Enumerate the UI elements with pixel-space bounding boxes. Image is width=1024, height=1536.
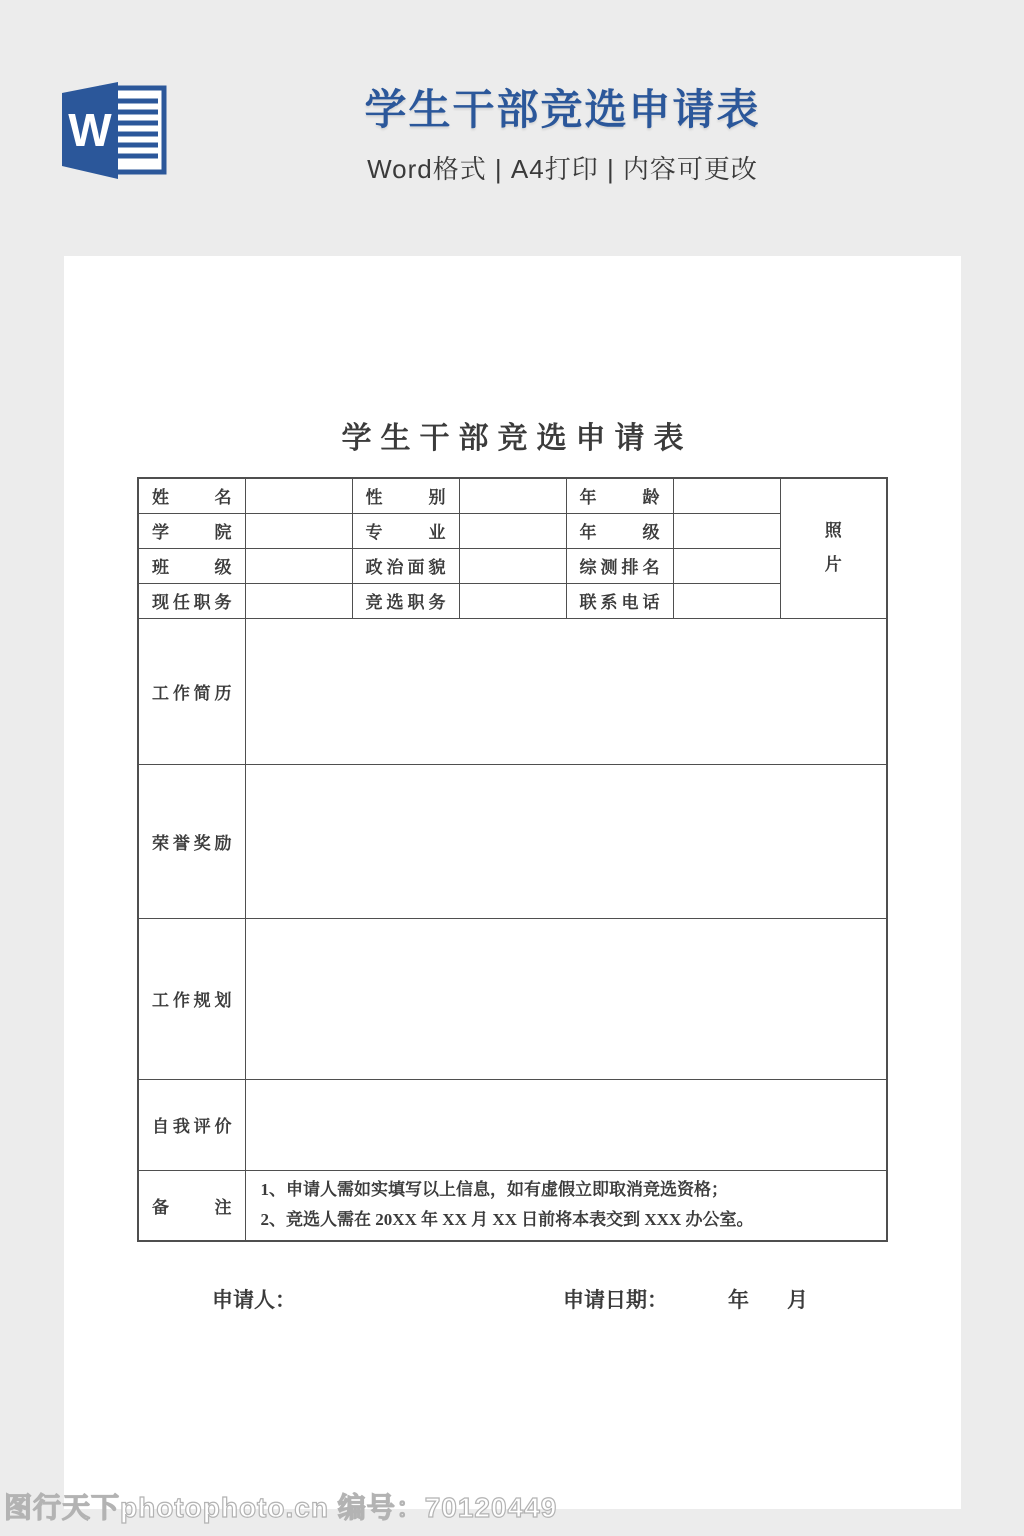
table-row: [138, 513, 887, 548]
header: [295, 86, 830, 186]
value-current-position: [245, 583, 352, 618]
remarks-line-1: 1、申请人需如实填写以上信息，如有虚假立即取消竞选资格；: [260, 1179, 728, 1199]
value-work-resume: [245, 618, 887, 764]
label-honors: 荣誉奖励: [138, 764, 245, 918]
table-row: [138, 548, 887, 583]
site-watermark: 图行天下photophoto.cn 编号：70120449: [4, 1492, 558, 1523]
label-class: 班级: [138, 548, 245, 583]
photo-label: 照片: [824, 521, 842, 575]
value-college: [245, 513, 352, 548]
word-icon-letter: W: [68, 104, 112, 156]
remarks-line-2: 2、竞选人需在 20XX 年 XX 月 XX 日前将本表交到 XXX 办公室。: [260, 1210, 754, 1230]
word-document-icon: [62, 80, 168, 182]
label-remarks: 备注: [138, 1170, 245, 1241]
month-label: 月: [787, 1288, 808, 1312]
value-age: [673, 478, 780, 513]
form-title: 学生干部竞选申请表: [341, 422, 693, 455]
value-ranking: [673, 548, 780, 583]
table-row: [138, 918, 887, 1079]
value-class: [245, 548, 352, 583]
value-gender: [459, 478, 566, 513]
label-work-resume: 工作简历: [138, 618, 245, 764]
table-row: [138, 618, 887, 764]
application-form-table: [137, 477, 888, 1242]
value-running-position: [459, 583, 566, 618]
year-label: 年: [728, 1288, 749, 1312]
label-work-plan: 工作规划: [138, 918, 245, 1079]
label-gender: 性别: [352, 478, 459, 513]
table-row: [138, 478, 887, 513]
label-age: 年龄: [566, 478, 673, 513]
value-work-plan: [245, 918, 887, 1079]
page-subtitle: Word格式 | A4打印 | 内容可更改: [367, 154, 758, 185]
label-political-status: 政治面貌: [352, 548, 459, 583]
label-running-position: 竞选职务: [352, 583, 459, 618]
value-political-status: [459, 548, 566, 583]
value-grade: [673, 513, 780, 548]
value-honors: [245, 764, 887, 918]
label-major: 专业: [352, 513, 459, 548]
value-name: [245, 478, 352, 513]
label-ranking: 综测排名: [566, 548, 673, 583]
table-row: [138, 1079, 887, 1170]
label-current-position: 现任职务: [138, 583, 245, 618]
table-row: [138, 583, 887, 618]
label-self-evaluation: 自我评价: [138, 1079, 245, 1170]
page-title: 学生干部竞选申请表: [364, 86, 761, 133]
value-phone: [673, 583, 780, 618]
photo-cell: [780, 478, 887, 618]
application-date-label: 申请日期：: [563, 1288, 668, 1312]
value-self-evaluation: [245, 1079, 887, 1170]
remarks-content: [245, 1170, 887, 1241]
table-row: [138, 1170, 887, 1241]
label-grade: 年级: [566, 513, 673, 548]
label-name: 姓名: [138, 478, 245, 513]
document-page: [64, 256, 961, 1509]
label-college: 学院: [138, 513, 245, 548]
table-row: [138, 764, 887, 918]
label-phone: 联系电话: [566, 583, 673, 618]
value-major: [459, 513, 566, 548]
applicant-label: 申请人：: [212, 1288, 296, 1312]
